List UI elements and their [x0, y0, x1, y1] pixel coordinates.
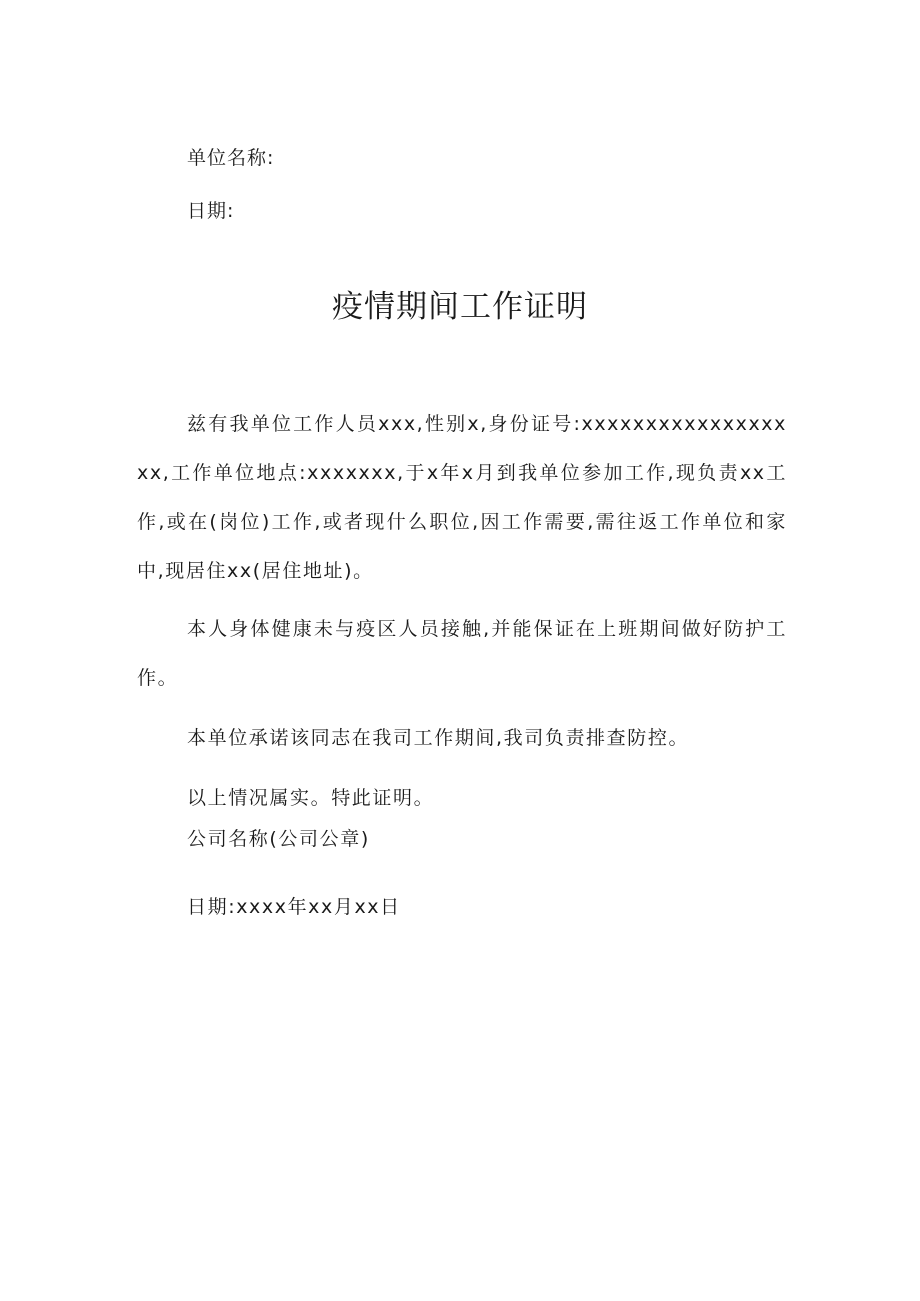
signature-date: 日期:xxxx年xx月xx日 [187, 896, 401, 918]
body-paragraph-employment: 兹有我单位工作人员xxx,性别x,身份证号:xxxxxxxxxxxxxxxxxx,工作单位地点:xxxxxxx,于x年x月到我单位参加工作,现负责xx工作,或在(岗位)工作,或者现什么职位,因工作需要,需往返工作单位和家中,现居住xx(居住地址)。 [137, 413, 787, 582]
body-paragraph-certification: 以上情况属实。特此证明。 [187, 787, 435, 809]
document-title: 疫情期间工作证明 [332, 289, 588, 325]
date-label: 日期: [187, 200, 235, 222]
company-signature: 公司名称(公司公章) [187, 828, 370, 850]
unit-name-label: 单位名称: [187, 147, 275, 169]
body-paragraph-commitment: 本单位承诺该同志在我司工作期间,我司负责排查防控。 [187, 727, 690, 749]
body-paragraph-health: 本人身体健康未与疫区人员接触,并能保证在上班期间做好防护工作。 [137, 618, 787, 689]
